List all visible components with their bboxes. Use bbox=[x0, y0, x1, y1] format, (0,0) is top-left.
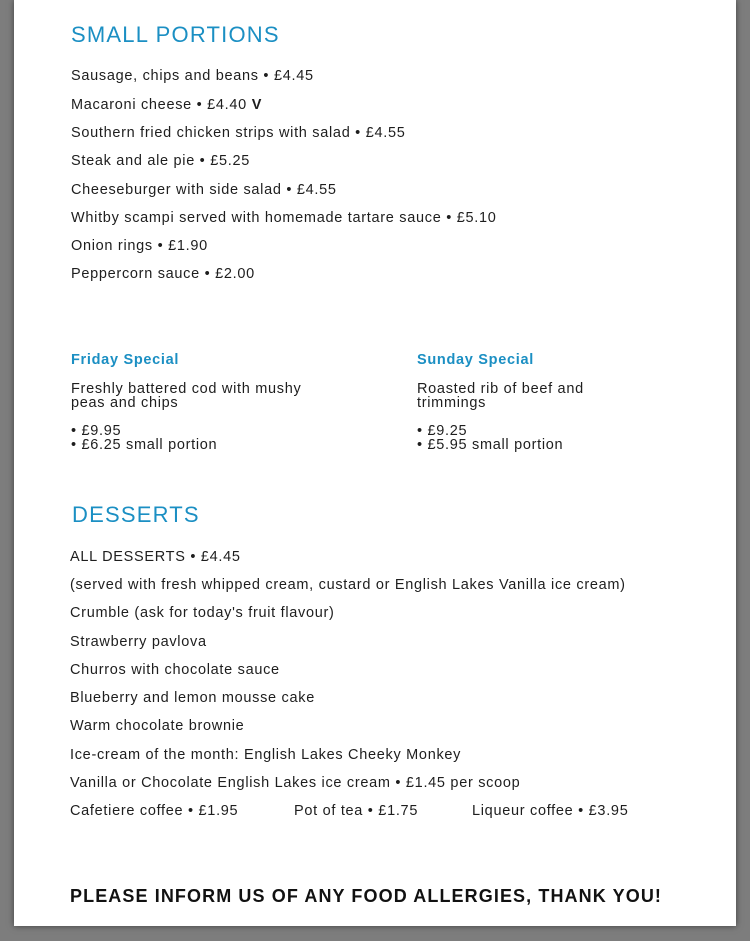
small-portion-item: Cheeseburger with side salad • £4.55 bbox=[71, 182, 337, 198]
small-portion-item: Whitby scampi served with homemade tartare sauce • £5.10 bbox=[71, 210, 497, 226]
small-portion-item: Southern fried chicken strips with salad • £4.55 bbox=[71, 125, 406, 141]
dessert-item: Crumble (ask for today's fruit flavour) bbox=[70, 605, 335, 621]
dessert-item: Vanilla or Chocolate English Lakes ice cream • £1.45 per scoop bbox=[70, 775, 521, 791]
sunday-special-small-price: • £5.95 small portion bbox=[417, 437, 564, 453]
sunday-special-title: Sunday Special bbox=[417, 352, 534, 368]
drink-item-cafetiere: Cafetiere coffee • £1.95 bbox=[70, 803, 239, 819]
sunday-special-price: • £9.25 bbox=[417, 423, 468, 439]
small-portion-item: Steak and ale pie • £5.25 bbox=[71, 153, 250, 169]
small-portion-item: Sausage, chips and beans • £4.45 bbox=[71, 68, 314, 84]
dessert-item: Ice-cream of the month: English Lakes Cheeky Monkey bbox=[70, 747, 462, 763]
dessert-item: ALL DESSERTS • £4.45 bbox=[70, 549, 241, 565]
dessert-item: (served with fresh whipped cream, custard or English Lakes Vanilla ice cream) bbox=[70, 577, 626, 593]
dessert-item: Blueberry and lemon mousse cake bbox=[70, 690, 315, 706]
dessert-item: Strawberry pavlova bbox=[70, 634, 207, 650]
vegetarian-marker: V bbox=[251, 97, 263, 113]
friday-special-title: Friday Special bbox=[71, 352, 180, 368]
dessert-item: Churros with chocolate sauce bbox=[70, 662, 280, 678]
friday-special-small-price: • £6.25 small portion bbox=[71, 437, 218, 453]
dessert-item: Warm chocolate brownie bbox=[70, 718, 245, 734]
small-portions-heading: SMALL PORTIONS bbox=[71, 22, 280, 47]
friday-special-price: • £9.95 bbox=[71, 423, 122, 439]
menu-page bbox=[14, 0, 736, 926]
small-portion-item-text: Macaroni cheese • £4.40 bbox=[71, 97, 247, 113]
friday-special-description: Freshly battered cod with mushy peas and chips bbox=[71, 381, 302, 411]
allergy-notice: PLEASE INFORM US OF ANY FOOD ALLERGIES, THANK YOU! bbox=[70, 886, 663, 906]
small-portion-item bbox=[71, 96, 262, 114]
sunday-special-description: Roasted rib of beef and trimmings bbox=[417, 381, 584, 411]
drink-item-liqueur-coffee: Liqueur coffee • £3.95 bbox=[472, 803, 629, 819]
desserts-heading: DESSERTS bbox=[72, 502, 200, 527]
drink-item-tea: Pot of tea • £1.75 bbox=[294, 803, 419, 819]
small-portion-item: Peppercorn sauce • £2.00 bbox=[71, 266, 255, 282]
small-portion-item: Onion rings • £1.90 bbox=[71, 238, 208, 254]
